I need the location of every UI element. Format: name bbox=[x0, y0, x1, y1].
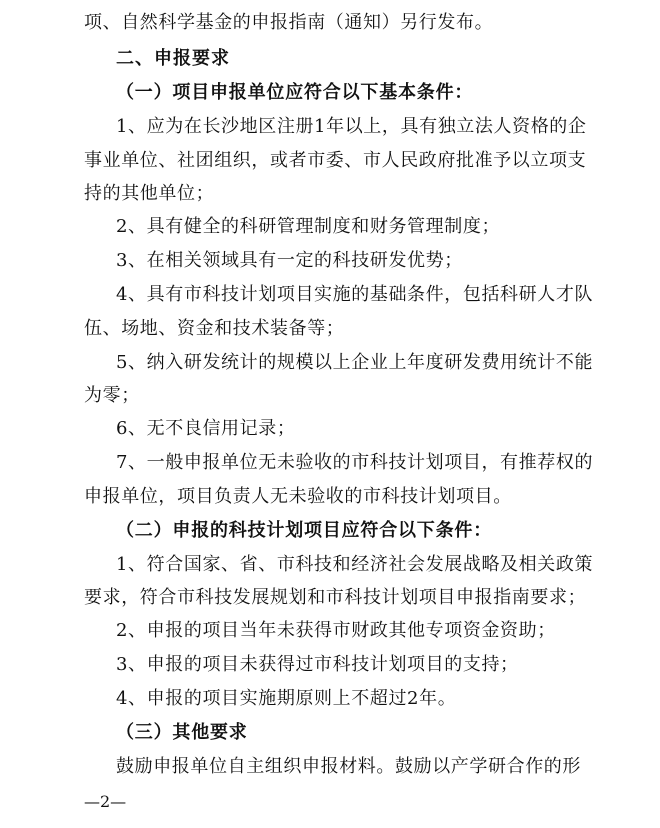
paragraph-line: 3、在相关领域具有一定的科技研发优势； bbox=[116, 250, 463, 271]
subsection-heading: （一）项目申报单位应符合以下基本条件： bbox=[116, 82, 474, 103]
paragraph-line: 伍、场地、资金和技术装备等； bbox=[84, 318, 345, 339]
paragraph-line: 鼓励申报单位自主组织申报材料。鼓励以产学研合作的形 bbox=[116, 756, 581, 777]
subsection-heading: （三）其他要求 bbox=[116, 722, 248, 743]
paragraph-line: 项、自然科学基金的申报指南（通知）另行发布。 bbox=[84, 12, 494, 33]
paragraph-line: 1、应为在长沙地区注册1年以上，具有独立法人资格的企 bbox=[116, 116, 587, 137]
paragraph-line: 4、具有市科技计划项目实施的基础条件，包括科研人才队 bbox=[116, 284, 594, 305]
paragraph-line: 申报单位，项目负责人无未验收的市科技计划项目。 bbox=[84, 486, 512, 507]
paragraph-line: 3、申报的项目未获得过市科技计划项目的支持； bbox=[116, 654, 519, 675]
paragraph-line: 4、申报的项目实施期原则上不超过2年。 bbox=[116, 688, 457, 709]
paragraph-line: 1、符合国家、省、市科技和经济社会发展战略及相关政策 bbox=[116, 554, 594, 575]
paragraph-line: 持的其他单位； bbox=[84, 183, 215, 204]
paragraph-line: 为零； bbox=[84, 385, 140, 406]
paragraph-line: 2、申报的项目当年未获得市财政其他专项资金资助； bbox=[116, 620, 556, 641]
paragraph-line: 5、纳入研发统计的规模以上企业上年度研发费用统计不能 bbox=[116, 352, 594, 373]
subsection-heading: （二）申报的科技计划项目应符合以下条件： bbox=[116, 520, 492, 541]
section-heading: 二、申报要求 bbox=[116, 48, 230, 69]
paragraph-line: 事业单位、社团组织，或者市委、市人民政府批准予以立项支 bbox=[84, 150, 587, 171]
paragraph-line: 要求，符合市科技发展规划和市科技计划项目申报指南要求； bbox=[84, 587, 587, 608]
paragraph-line: 6、无不良信用记录； bbox=[116, 418, 296, 439]
paragraph-line: 7、一般申报单位无未验收的市科技计划项目，有推荐权的 bbox=[116, 452, 594, 473]
paragraph-line: 2、具有健全的科研管理制度和财务管理制度； bbox=[116, 216, 501, 237]
page-number: —2— bbox=[84, 792, 127, 811]
